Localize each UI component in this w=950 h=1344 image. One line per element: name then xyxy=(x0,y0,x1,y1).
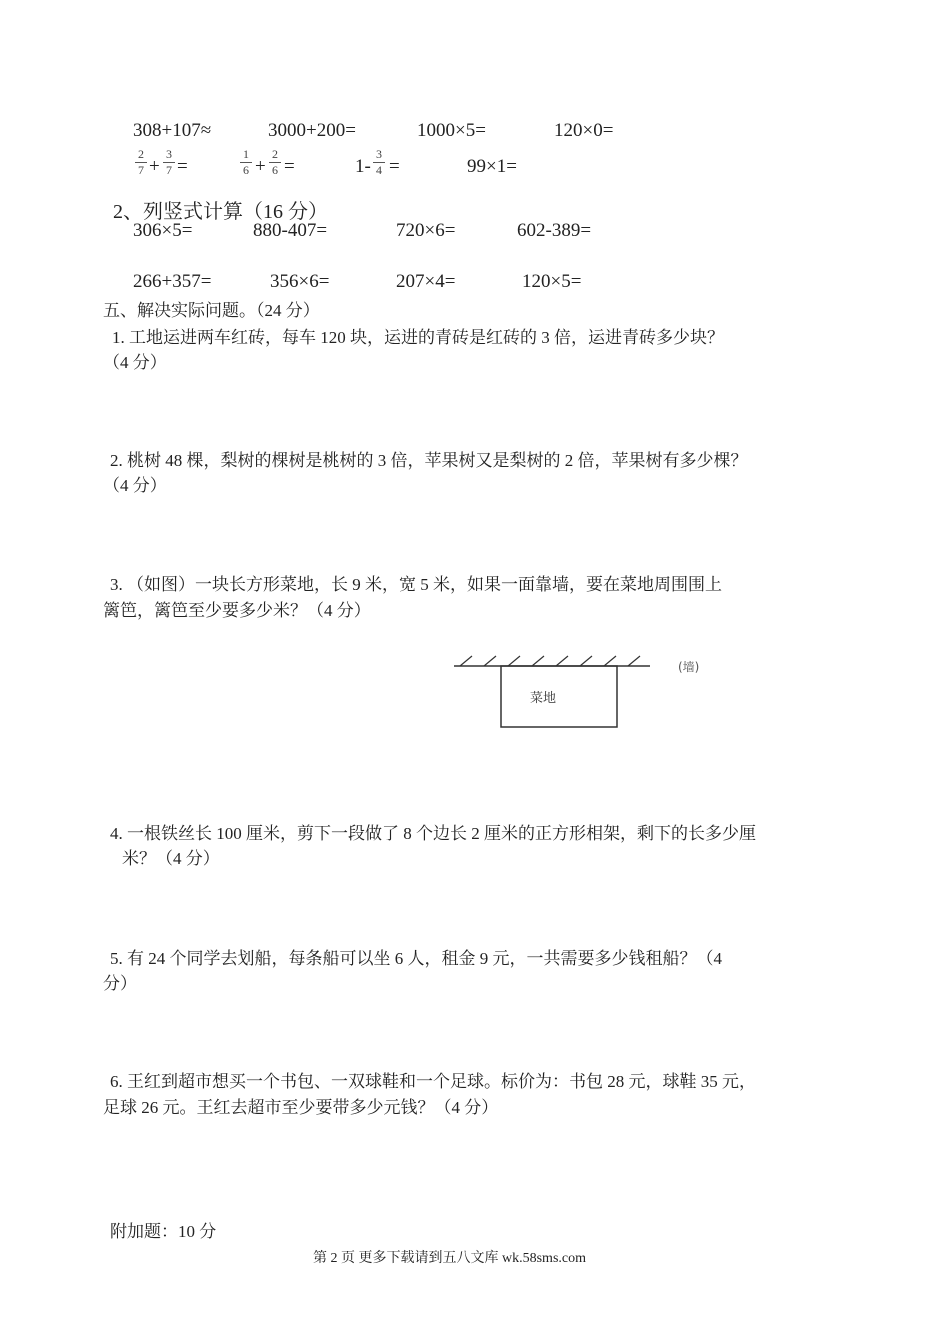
equals-sign: = xyxy=(177,156,188,177)
fraction xyxy=(135,148,147,177)
numerator: 3 xyxy=(166,147,172,161)
equals-sign: = xyxy=(389,156,400,177)
plus-sign: + xyxy=(255,156,266,177)
question-text: 6. 王红到超市想买一个书包、一双球鞋和一个足球。标价为：书包 28 元，球鞋 35 元， xyxy=(110,1072,756,1091)
section-heading: 2、列竖式计算（16 分） xyxy=(113,201,328,223)
fraction xyxy=(373,148,385,177)
calc-item: 266+357= xyxy=(133,271,212,292)
calc-item: 120×5= xyxy=(522,271,582,292)
question-score: （4 分） xyxy=(103,353,167,372)
numerator: 2 xyxy=(272,147,278,161)
bonus-heading: 附加题：10 分 xyxy=(110,1222,217,1241)
denominator: 7 xyxy=(138,163,144,177)
calc-item: 720×6= xyxy=(396,220,456,241)
calc-item: 602-389= xyxy=(517,220,592,241)
question-text: 分） xyxy=(103,974,137,993)
calc-item: 880-407= xyxy=(253,220,328,241)
fraction xyxy=(163,148,175,177)
section-heading: 五、解决实际问题。（24 分） xyxy=(103,301,320,320)
calc-item: 207×4= xyxy=(396,271,456,292)
equals-sign: = xyxy=(284,156,295,177)
field-label: 菜地 xyxy=(530,691,557,706)
question-text: 米？（4 分） xyxy=(122,849,220,868)
question-text: 3. （如图）一块长方形菜地，长 9 米，宽 5 米，如果一面靠墙，要在菜地周围围上 xyxy=(110,575,722,594)
denominator: 6 xyxy=(243,163,249,177)
calc-item: 3000+200= xyxy=(268,120,356,141)
calc-item: 308+107≈ xyxy=(133,120,212,141)
numerator: 2 xyxy=(138,147,144,161)
question-text: 5. 有 24 个同学去划船，每条船可以坐 6 人，租金 9 元，一共需要多少钱租船？（4 xyxy=(110,949,722,968)
page-footer: 第 2 页 更多下载请到五八文库 wk.58sms.com xyxy=(313,1251,586,1266)
plus-sign: + xyxy=(149,156,160,177)
calc-item: 1000×5= xyxy=(417,120,486,141)
question-text: 1. 工地运进两车红砖，每车 120 块，运进的青砖是红砖的 3 倍，运进青砖多少块？ xyxy=(112,328,724,347)
denominator: 7 xyxy=(166,163,172,177)
question-score: （4 分） xyxy=(103,476,167,495)
calc-item: 306×5= xyxy=(133,220,193,241)
numerator: 3 xyxy=(376,147,382,161)
fraction xyxy=(240,148,252,177)
wall-hatching xyxy=(460,656,640,666)
question-text: 2. 桃树 48 棵，梨树的棵树是桃树的 3 倍，苹果树又是梨树的 2 倍，苹果树有多少棵？ xyxy=(110,451,748,470)
question-text: 4. 一根铁丝长 100 厘米，剪下一段做了 8 个边长 2 厘米的正方形相架，剩下的长多少厘 xyxy=(110,824,756,843)
calc-item: 120×0= xyxy=(554,120,614,141)
subtraction-lead: 1- xyxy=(355,156,371,177)
calc-item: 99×1= xyxy=(467,156,517,177)
fraction xyxy=(269,148,281,177)
question-text: 足球 26 元。王红去超市至少要带多少元钱？（4 分） xyxy=(103,1098,499,1117)
field-figure xyxy=(450,650,720,735)
wall-label: (墙) xyxy=(678,660,700,674)
calc-item: 356×6= xyxy=(270,271,330,292)
question-text: 篱笆，篱笆至少要多少米？（4 分） xyxy=(103,601,371,620)
numerator: 1 xyxy=(243,147,249,161)
denominator: 6 xyxy=(272,163,278,177)
field-rectangle xyxy=(501,666,617,727)
denominator: 4 xyxy=(376,163,382,177)
